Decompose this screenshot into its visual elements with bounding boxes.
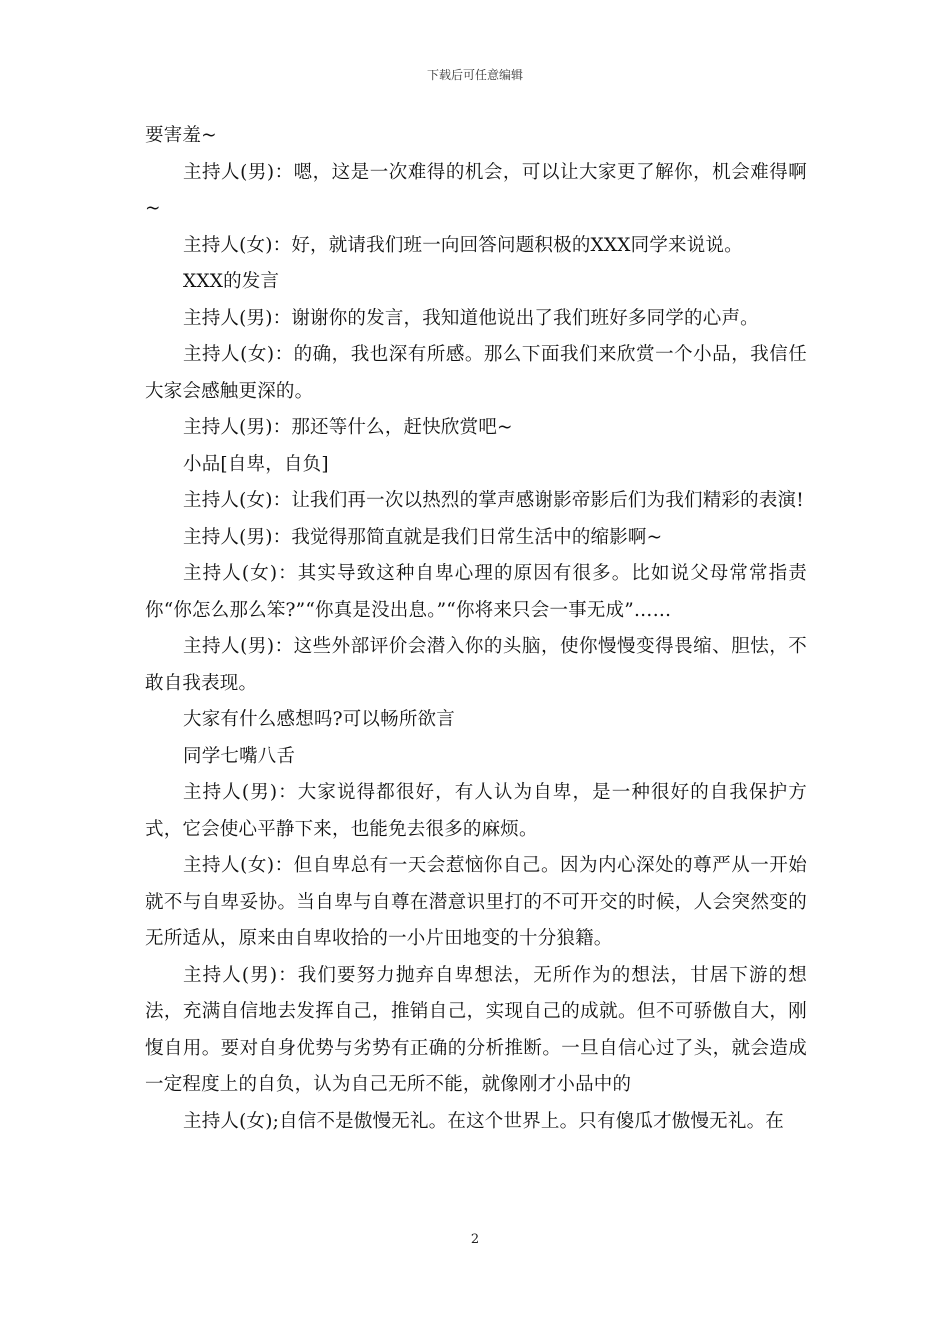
- paragraph: 主持人(男)：谢谢你的发言，我知道他说出了我们班好多同学的心声。: [183, 307, 759, 329]
- paragraph: 主持人(男)：我觉得那简直就是我们日常生活中的缩影啊~: [183, 526, 663, 548]
- paragraph: 主持人(女);自信不是傲慢无礼。在这个世界上。只有傻瓜才傲慢无礼。在: [183, 1110, 784, 1132]
- paragraph: 主持人(女)：的确，我也深有所感。那么下面我们来欣赏一个小品，我信任大家会感触更深的。: [145, 344, 807, 402]
- paragraph: 主持人(男)：嗯，这是一次难得的机会，可以让大家更了解你，机会难得啊~: [145, 161, 807, 219]
- paragraph: 小品[自卑，自负]: [183, 453, 329, 475]
- paragraph: 要害羞~: [145, 125, 217, 146]
- paragraph: 主持人(女)：但自卑总有一天会惹恼你自己。因为内心深处的尊严从一开始就不与自卑妥协。当自卑与自尊在潜意识里打的不可开交的时候，人会突然变的无所适从，原来由自卑收拾的一小片田地变的十分狼籍。: [145, 855, 807, 949]
- paragraph: 主持人(男)：那还等什么，赶快欣赏吧~: [183, 417, 513, 438]
- paragraph: 主持人(男)：我们要努力抛弃自卑想法，无所作为的想法，甘居下游的想法，充满自信地去发挥自己，推销自己，实现自己的成就。但不可骄傲自大，刚愎自用。要对自身优势与劣势有正确的分析推断。一旦自信心过了头，就会造成一定程度上的自负，认为自己无所不能，就像刚才小品中的: [145, 964, 807, 1095]
- paragraph: 主持人(男)：这些外部评价会潜入你的头脑，使你慢慢变得畏缩、胆怯，不敢自我表现。: [145, 636, 807, 694]
- paragraph: 主持人(女)：其实导致这种自卑心理的原因有很多。比如说父母常常指责你“你怎么那么笨?”“你真是没出息。”“你将来只会一事无成”……: [145, 563, 807, 621]
- paragraph: XXX的发言: [183, 271, 280, 292]
- paragraph: 主持人(男)：大家说得都很好，有人认为自卑，是一种很好的自我保护方式，它会使心平静下来，也能免去很多的麻烦。: [145, 782, 807, 840]
- paragraph: 同学七嘴八舌: [183, 745, 296, 767]
- paragraph: 主持人(女)：让我们再一次以热烈的掌声感谢影帝影后们为我们精彩的表演!: [183, 490, 804, 511]
- document-body: [145, 118, 807, 1140]
- paragraph: 主持人(女)：好，就请我们班一向回答问题积极的XXX同学来说说。: [183, 234, 743, 256]
- page-header: 下载后可任意编辑: [426, 68, 523, 82]
- paragraph: 大家有什么感想吗?可以畅所欲言: [183, 709, 455, 730]
- page-number: 2: [470, 1232, 480, 1247]
